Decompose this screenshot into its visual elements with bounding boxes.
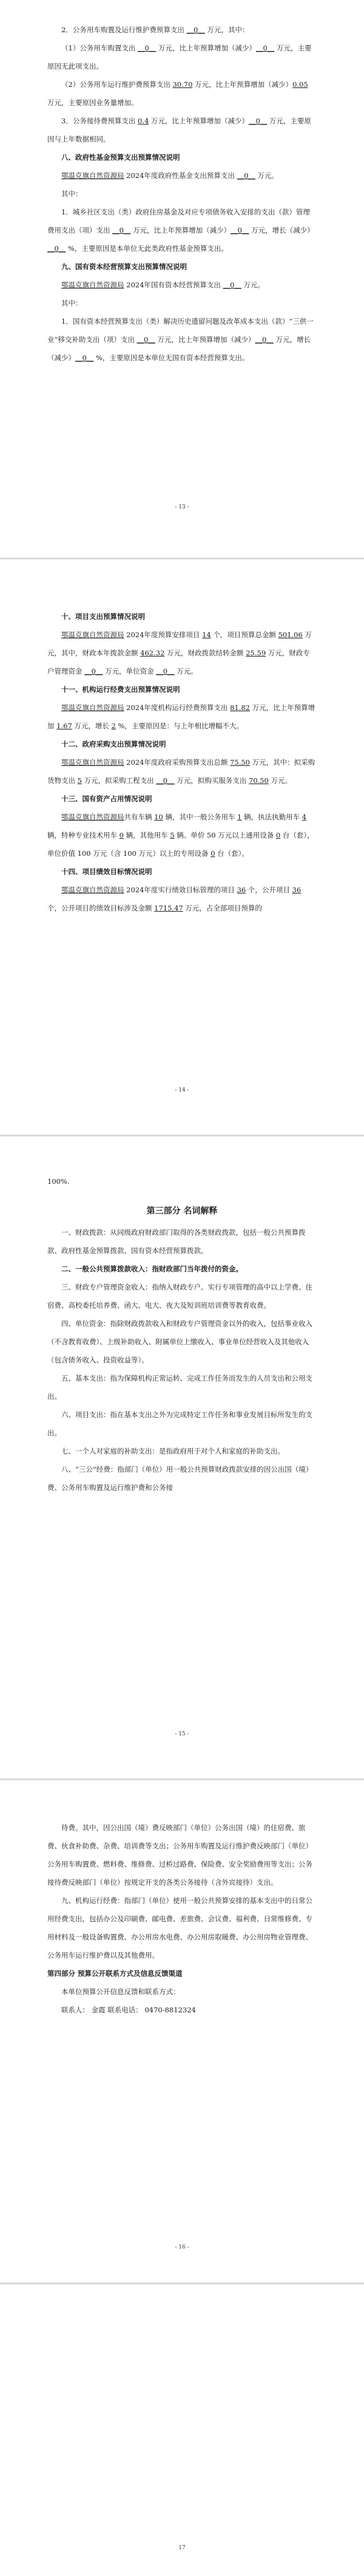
contact-line: 联系人： 金霞 联系电话： 0470-8812324 (61, 2006, 196, 2014)
page-13 (0, 0, 364, 547)
section-heading: 八、政府性基金预算支出预算情况说明 (61, 153, 180, 162)
paragraph: 2．公务用车购置及运行维护费预算支出 __0__ 万元，其中： (61, 26, 249, 34)
page-14 (0, 577, 364, 1124)
paragraph: 三、财政专户管理资金收入：指纳入财政专户、实行专项管理的高中以上学费、住宿费、高校委托培养费、函大、电大、夜大及短训班培训费等教育收费。 (47, 1283, 312, 1310)
section-heading: 第四部分 预算公开联系方式及信息反馈渠道 (47, 1969, 183, 1978)
paragraph: 八、“三公”经费：指部门（单位）用一般公共预算财政拨款安排的因公出国（境）费、公务用车购置及运行维护费和公务接 (47, 1465, 313, 1492)
section-heading: 十三、国有资产占用情况说明 (61, 794, 152, 803)
page-separator (0, 558, 364, 559)
paragraph: 鄂温克旗自然资源局 2024年度实行绩效目标管理的项目 36 个，公开项目 36 个，公开项目的绩效目标涉及金额 1715.47 万元，占全部项目预算的 (47, 886, 302, 912)
section-heading: 十二、政府采购支出预算情况说明 (61, 740, 166, 748)
page-number: - 15 - (175, 1731, 189, 1737)
paragraph: 待费。其中，因公出国（境）费反映部门（单位）公务出国（境）的住宿费、旅费、伙食补助费、杂费、培训费等支出；公务用车购置及运行维护费反映部门（单位）公务用车购置费、燃料费、维修费、过桥过路费、保险费、安全奖励费用等支出；公务接待费反映部门（单位）按规定开支的各类公务接待（含外宾接待）支出。 (47, 1823, 312, 1887)
page-15 (0, 1154, 364, 1768)
section-heading: 十四、项目绩效目标情况说明 (61, 867, 152, 876)
page-15-body (47, 1172, 317, 1497)
section-heading: 十、项目支出预算情况说明 (61, 612, 145, 621)
paragraph: 鄂温克旗自然资源局共有车辆 10 辆，其中一般公务用车 1 辆，执法执勤用车 4 辆，特种专业技术用车 0 辆，其他用车 5 辆。单价 50 万元以上通用设备 0 台（套），单位价值 100 万元（含 100 万元）以上的专用设备 0 台（套）。 (47, 813, 314, 858)
page-separator (0, 1135, 364, 1136)
paragraph: 六、项目支出：指在基本支出之外为完成特定工作任务和事业发展目标所发生的支出。 (47, 1410, 312, 1437)
paragraph: （2）公务用车运行维护费预算支出 30.70 万元，比上年预算增加（减少）0.05 万元，主要原因业务量增加。 (47, 80, 308, 107)
paragraph: 一、财政拨款：从同级政府财政部门取得的各类财政拨款，包括一般公共预算拨款、政府性基金预算拨款、国有资本经营预算拨款。 (47, 1228, 306, 1255)
section-heading: 二、一般公共预算拨款收入：指财政部门当年拨付的资金。 (61, 1265, 243, 1273)
paragraph: 九、机构运行经费：指部门（单位）使用一般公共预算安排的基本支出中的日常公用经费支出，包括办公及印刷费、邮电费、差旅费、会议费、福利费、日常维修费、专用材料及一般设备购置费、办公用房水电费、办公用房取暖费、办公用房物业管理费、公务用车运行维护费以及其他费用。 (47, 1896, 312, 1959)
page-16 (0, 1798, 364, 2272)
page-14-body (47, 607, 317, 917)
page-13-body (47, 21, 317, 367)
page-number: 17 (178, 2545, 186, 2551)
page-number: - 14 - (175, 1087, 189, 1093)
paragraph: 本单位预算公开信息反馈和联系方式： (61, 1987, 180, 1996)
page-separator (0, 1778, 364, 1780)
section-heading: 十一、机构运行经费支出预算情况说明 (61, 685, 180, 694)
paragraph: 1．城乡社区支出（类）政府住房基金及对应专项债务收入安排的支出（款）管理费用支出（项）支出 __0__ 万元，比上年预算增加（减少）__0__ 万元，增长（减少）__0__ %，主要原因是本单位无此类政府性基金预算支出。 (47, 208, 314, 253)
page-17 (0, 2302, 364, 2576)
page-number: - 16 - (175, 2244, 189, 2250)
paragraph: （1）公务用车购置支出 __0__ 万元，比上年预算增加（减少）__0__ 万元，主要原因无此项支出。 (47, 44, 312, 70)
page-separator (0, 2283, 364, 2284)
paragraph: 鄂温克旗自然资源局 2024年度政府性基金支出预算支出 __0__ 万元。 (61, 171, 279, 180)
part-title: 第三部分 名词解释 (146, 1206, 218, 1216)
page-number: - 13 - (175, 504, 189, 510)
paragraph: 鄂温克旗自然资源局 2024年国有资本经营预算支出 __0__ 万元。 (61, 281, 265, 289)
paragraph: 五、基本支出：指为保障机构正常运转、完成工作任务而发生的人员支出和公用支出。 (47, 1374, 312, 1401)
paragraph: 鄂温克旗自然资源局 2024年度政府采购预算支出总额 75.50 万元，其中：拟采购货物支出 5 万元，拟采购工程支出 __0__ 万元，拟购买服务支出 70.50 万元。 (47, 758, 315, 785)
paragraph: 其中： (61, 190, 83, 198)
paragraph: 其中： (61, 299, 83, 307)
paragraph: 1．国有资本经营预算支出（类）解决历史遗留问题及改革成本支出（款）“三供一业”移交补助支出（项）支出 __0__ 万元，比上年预算增加（减少）__0__ 万元，增长（减少）__0__ %，主要原因是本单位无国有资本经营预算支出。 (47, 317, 314, 362)
paragraph: 100%. (47, 1177, 70, 1186)
paragraph: 鄂温克旗自然资源局 2024年度预算安排项目 14 个，项目预算总金额 501.06 万元，其中，财政本年拨款金额 462.32 万元，财政拨款结转金额 25.59 万元，财政专户管理资金 __0__ 万元，单位资金 __0__ 万元。 (47, 630, 312, 675)
section-heading: 九、国有资本经营预算支出预算情况说明 (61, 262, 187, 271)
page-16-body (47, 1819, 317, 2019)
paragraph: 3．公务接待费预算支出 0.4 万元，比上年预算增加（减少）__0__ 万元，主要原因与上年数据相同。 (47, 117, 311, 143)
paragraph: 七、一个人对家庭的补助支出：是指政府用于对个人和家庭的补助支出。 (61, 1447, 285, 1455)
paragraph: 鄂温克旗自然资源局 2024年度机构运行经费预算支出 81.82 万元，比上年预算增加 1.67 万元，增长 2 %，主要原因是：与上年相比增幅不大。 (47, 703, 315, 730)
paragraph: 四、单位资金：指除财政拨款收入和财政专户管理资金以外的收入，包括事业收入（不含教育收费）、上级补助收入、附属单位上缴收入、事业单位经营收入及其他收入（包含债务收入、投资收益等）。 (47, 1319, 312, 1364)
